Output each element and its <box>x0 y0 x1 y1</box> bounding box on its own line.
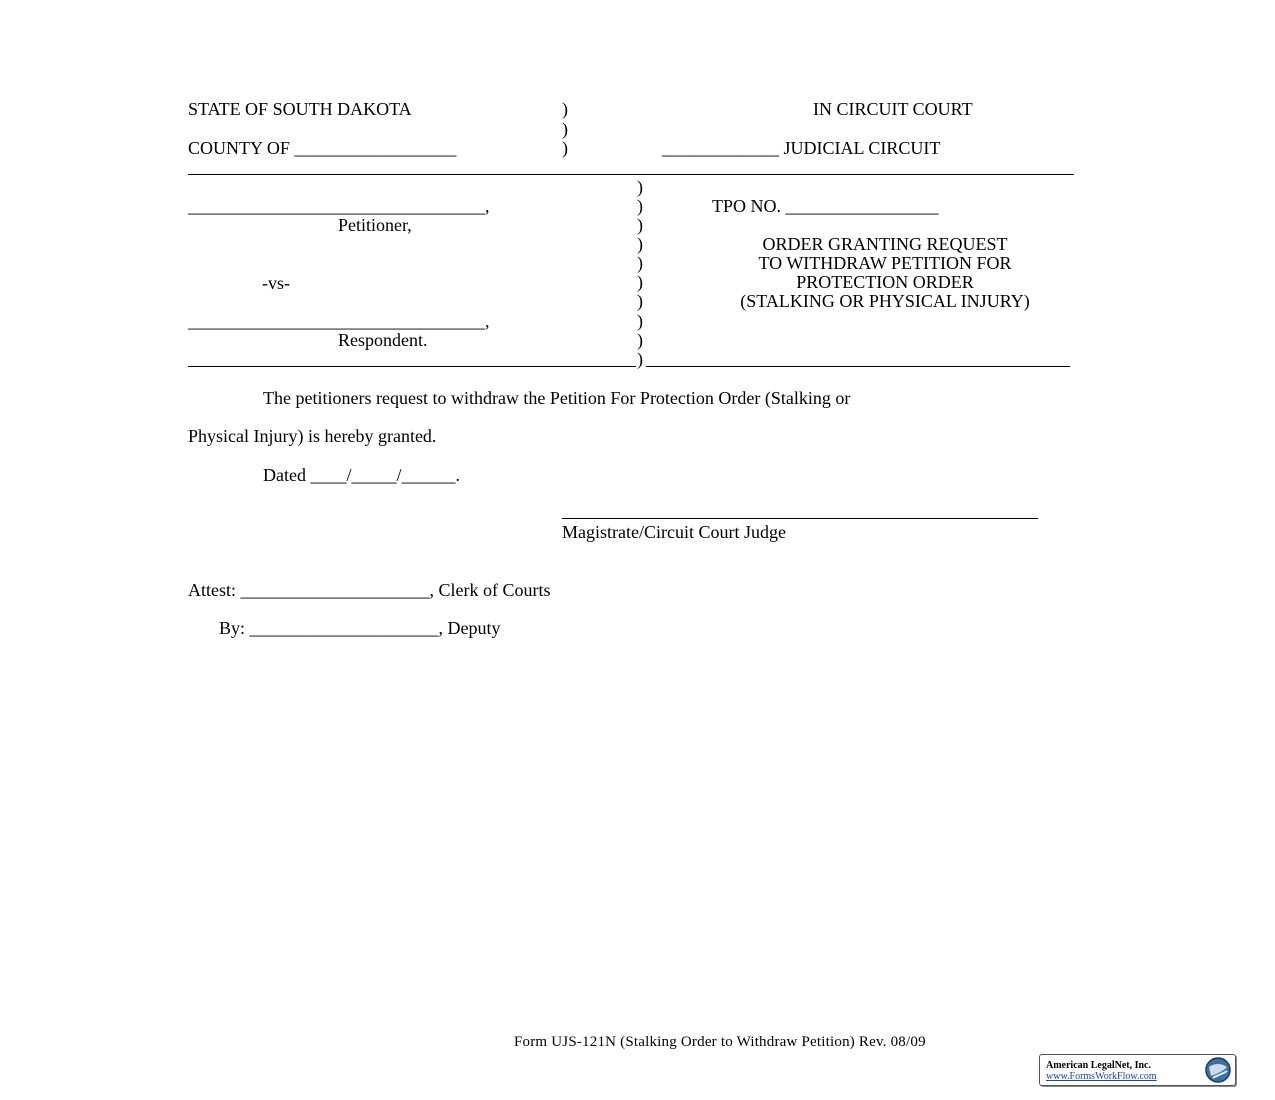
publisher-link[interactable]: www.FormsWorkFlow.com <box>1046 1071 1157 1082</box>
publisher-name: American LegalNet, Inc. <box>1046 1060 1151 1071</box>
judge-signature-label: Magistrate/Circuit Court Judge <box>562 522 786 542</box>
attest-clerk-field[interactable]: Attest: _____________________, Clerk of Courts <box>188 580 551 600</box>
judge-signature-line[interactable] <box>562 518 1038 519</box>
caption-paren: ) <box>637 234 643 254</box>
caption-paren: ) <box>637 196 643 216</box>
order-title-line-4: (STALKING OR PHYSICAL INJURY) <box>740 291 1030 311</box>
caption-paren: ) <box>637 177 643 197</box>
caption-paren: ) <box>637 272 643 292</box>
dated-field[interactable]: Dated ____/_____/______. <box>263 465 460 485</box>
petitioner-name-field[interactable]: _________________________________, <box>188 196 490 216</box>
caption-paren: ) <box>562 138 568 158</box>
globe-icon <box>1204 1056 1232 1084</box>
caption-paren: ) <box>637 349 643 369</box>
order-paragraph-line-1: The petitioners request to withdraw the Petition For Protection Order (Stalking or <box>263 388 851 408</box>
order-title-line-1: ORDER GRANTING REQUEST <box>762 234 1008 254</box>
caption-paren: ) <box>637 215 643 235</box>
publisher-logo[interactable] <box>1039 1054 1236 1086</box>
deputy-field[interactable]: By: _____________________, Deputy <box>219 618 501 638</box>
caption-paren: ) <box>562 99 568 119</box>
form-identifier: Form UJS-121N (Stalking Order to Withdraw Petition) Rev. 08/09 <box>514 1034 926 1050</box>
caption-divider <box>188 174 1074 175</box>
respondent-label: Respondent. <box>338 330 428 350</box>
caption-paren: ) <box>637 330 643 350</box>
caption-bottom-line-left <box>188 366 636 367</box>
order-title-line-3: PROTECTION ORDER <box>796 272 974 292</box>
judicial-circuit-field[interactable]: _____________ JUDICIAL CIRCUIT <box>662 138 941 158</box>
caption-paren: ) <box>562 119 568 139</box>
order-title-line-2: TO WITHDRAW PETITION FOR <box>758 253 1012 273</box>
court-name: IN CIRCUIT COURT <box>813 99 973 119</box>
tpo-number-field[interactable]: TPO NO. _________________ <box>712 196 939 216</box>
versus-label: -vs- <box>262 273 290 293</box>
order-paragraph-line-2: Physical Injury) is hereby granted. <box>188 426 437 446</box>
petitioner-label: Petitioner, <box>338 215 412 235</box>
caption-bottom-line-right <box>646 366 1070 367</box>
respondent-name-field[interactable]: _________________________________, <box>188 311 490 331</box>
caption-paren: ) <box>637 291 643 311</box>
county-field[interactable]: COUNTY OF __________________ <box>188 138 457 158</box>
caption-paren: ) <box>637 311 643 331</box>
state-name: STATE OF SOUTH DAKOTA <box>188 99 412 119</box>
caption-paren: ) <box>637 253 643 273</box>
